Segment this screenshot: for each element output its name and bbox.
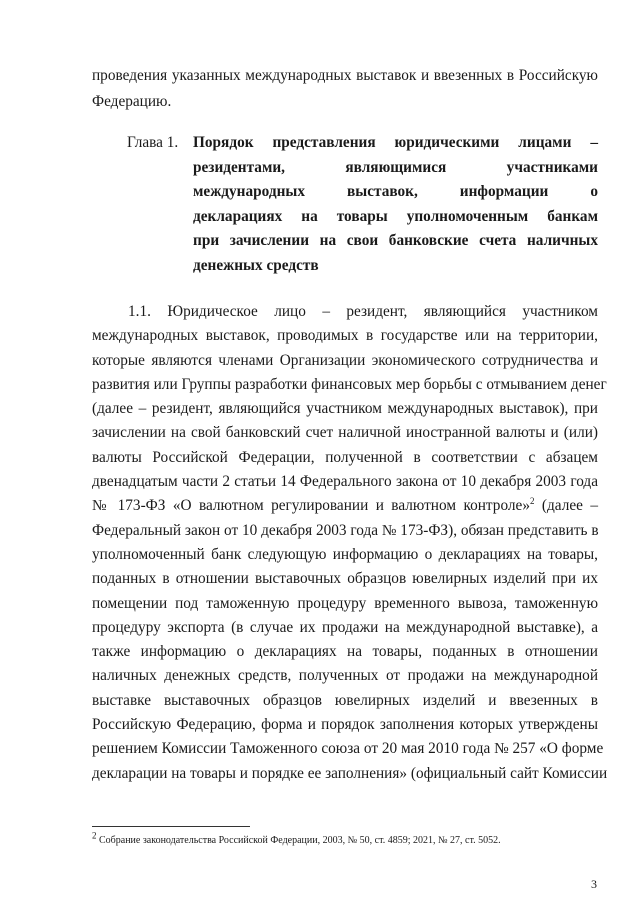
body-line: помещении под таможенную процедуру временного вывоза, таможенную (92, 594, 598, 612)
lead-paragraph (92, 63, 598, 115)
body-line: уполномоченный банк следующую информацию о декларациях на товары, (92, 545, 598, 563)
chapter-title (193, 131, 598, 279)
body-line: Федеральный закон от 10 декабря 2003 года № 173-ФЗ), обязан представить в (92, 521, 599, 539)
footnote-divider (92, 826, 250, 827)
body-line: валюты Российской Федерации, полученной в соответствии с абзацем (92, 448, 598, 466)
body-line: декларации на товары и порядке ее заполнения» (официальный сайт Комиссии (92, 764, 608, 782)
chapter-title-line: резидентами, являющимися участниками (193, 158, 598, 176)
chapter-title-line: при зачислении на свои банковские счета наличных (193, 232, 598, 250)
body-line: Российскую Федерацию, форма и порядок заполнения которых утверждены (92, 716, 598, 734)
body-line: поданных в отношении выставочных образцов ювелирных изделий при их (92, 570, 598, 588)
body-paragraph (92, 300, 608, 786)
footnote (92, 830, 501, 847)
page-number: 3 (591, 877, 597, 891)
lead-line: Федерацию. (92, 93, 172, 110)
body-line: выставке выставочных образцов ювелирных изделий и ввезенных в (92, 691, 598, 709)
body-line: также информацию о декларациях на товары, поданных в отношении (92, 643, 598, 661)
lead-line: проведения указанных международных выставок и ввезенных в Российскую (92, 67, 598, 84)
body-line: наличных денежных средств, полученных от продажи на международной (92, 667, 598, 685)
body-line: двенадцатым части 2 статьи 14 Федерального закона от 10 декабря 2003 года (92, 473, 598, 491)
body-line (92, 494, 598, 518)
chapter-title-line: Порядок представления юридическими лицами – (193, 134, 598, 151)
body-line-text: № 173-ФЗ «О валютном регулировании и валютном контроле» (92, 497, 530, 515)
body-line: решением Комиссии Таможенного союза от 20 мая 2010 года № 257 «О форме (92, 740, 604, 758)
body-line: зачислении на свой банковский счет наличной иностранной валюты и (или) (92, 424, 598, 442)
chapter-title-line: международных выставок, информации о (193, 183, 598, 201)
chapter-label: Глава 1. (127, 134, 179, 151)
footnote-reference: 2 (529, 496, 535, 507)
body-line: (далее – резидент, являющийся участником международных выставок), при (92, 400, 598, 418)
footnote-text: Собрание законодательства Российской Федерации, 2003, № 50, ст. 4859; 2021, № 27, ст. 5052. (96, 835, 501, 846)
chapter-title-line: декларациях на товары уполномоченным банкам (193, 207, 598, 225)
body-line: международных выставок, проводимых в государстве или на территории, (92, 327, 598, 345)
chapter-title-line: денежных средств (193, 256, 319, 274)
body-line-tail: (далее – (534, 497, 598, 515)
footnote-marker: 2 (92, 830, 97, 841)
body-line: 1.1. Юридическое лицо – резидент, являющийся участником (128, 303, 598, 320)
body-line: развития или Группы разработки финансовых мер борьбы с отмыванием денег (92, 375, 607, 393)
body-line: процедуру экспорта (в случае их продажи на международной выставке), а (92, 618, 598, 636)
body-line: которые являются членами Организации экономического сотрудничества и (92, 351, 598, 369)
